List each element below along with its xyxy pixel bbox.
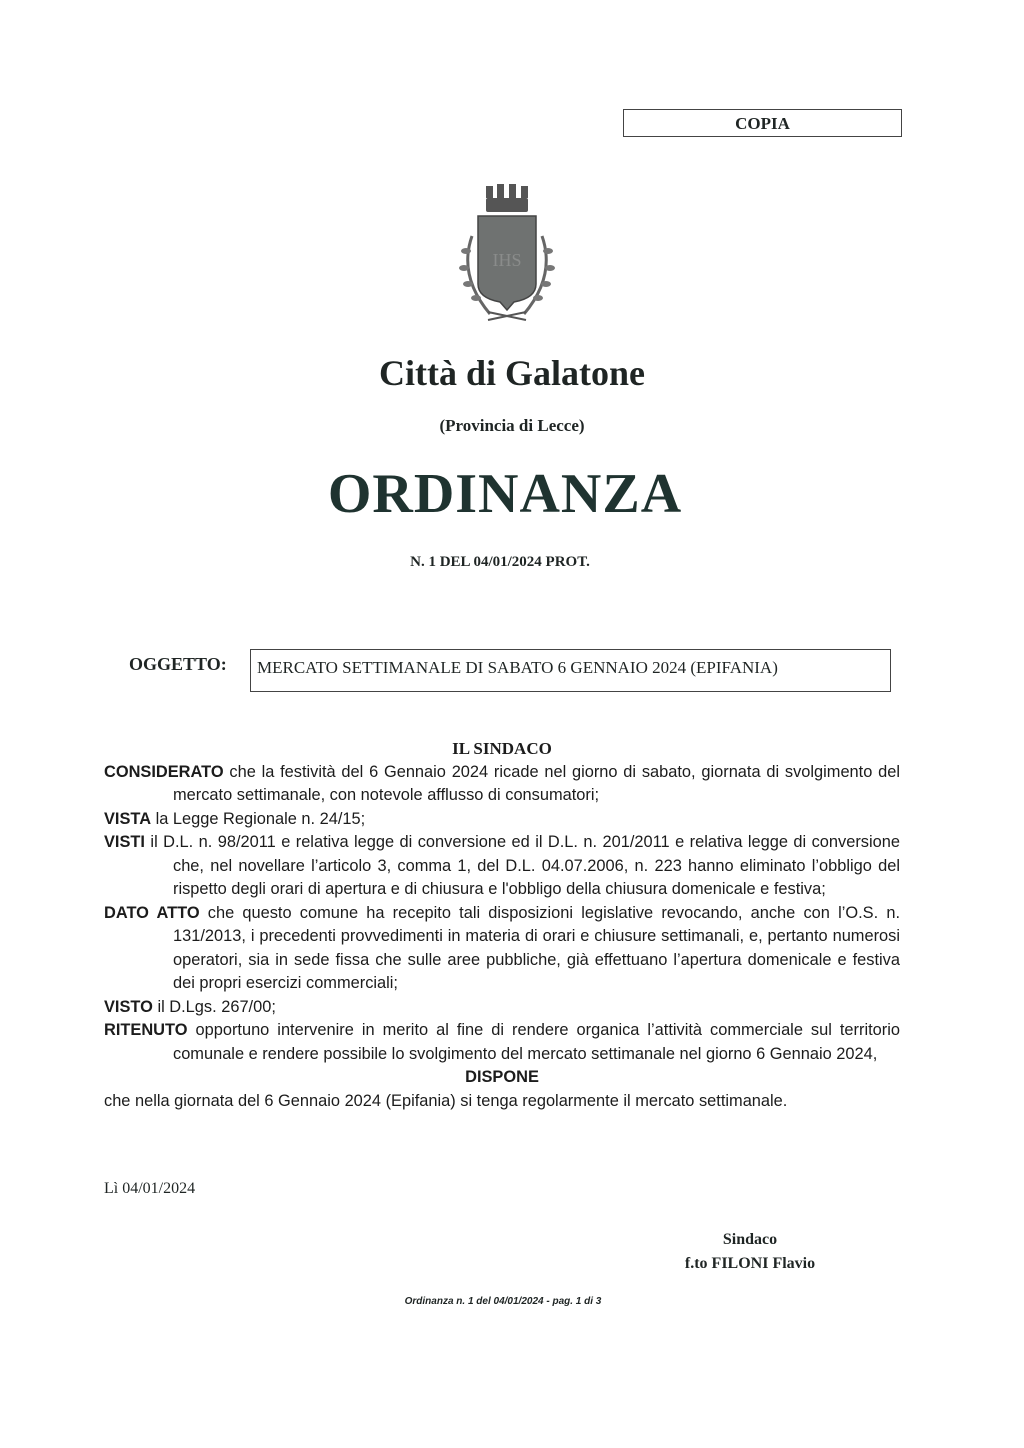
document-type-title: ORDINANZA xyxy=(327,463,683,525)
svg-text:IHS: IHS xyxy=(492,250,522,270)
signature-block xyxy=(650,1228,850,1276)
paragraph-text: che questo comune ha recepito tali disposizioni legislative revocando, anche con l’O.S. n. 131/2013, i precedenti provvedimenti in materia di orari e chiusure settimanali, e, pertanto numerosi operatori, sia in sede fissa che sulle aree pubbliche, già effettuano l’apertura domenicale e festiva dei propri esercizi commerciali; xyxy=(173,903,900,992)
page-footer: Ordinanza n. 1 del 04/01/2024 - pag. 1 di 3 xyxy=(404,1296,602,1307)
paragraph-keyword: VISTA xyxy=(104,809,152,828)
paragraph-keyword: DATO ATTO xyxy=(104,903,200,922)
subject-label: OGGETTO: xyxy=(129,654,227,674)
place-date: Lì 04/01/2024 xyxy=(104,1180,196,1197)
decision-heading: DISPONE xyxy=(465,1068,539,1086)
signature-name: f.to FILONI Flavio xyxy=(684,1255,816,1272)
paragraph-dato-atto xyxy=(104,902,900,996)
copy-stamp: COPIA xyxy=(623,109,902,137)
paragraph-vista xyxy=(104,808,900,832)
paragraph-visto xyxy=(104,996,900,1020)
paragraph-visti xyxy=(104,831,900,902)
city-title: Città di Galatone xyxy=(379,353,645,393)
paragraph-keyword: VISTI xyxy=(104,833,145,851)
authority-heading: IL SINDACO xyxy=(452,739,552,758)
paragraph-keyword: VISTO xyxy=(104,997,153,1016)
paragraph-text: il D.L. n. 98/2011 e relativa legge di conversione ed il D.L. n. 201/2011 e relativa legge di conversione che, nel novellare l’articolo 3, comma 1, del D.L. 04.07.2006, n. 223 hanno eliminato l’obbligo del rispetto degli orari di apertura e di chiusura e l'obbligo della chiusura domenicale e festiva; xyxy=(145,833,900,898)
decision-text: che nella giornata del 6 Gennaio 2024 (Epifania) si tenga regolarmente il mercato settimanale. xyxy=(104,1091,788,1110)
paragraph-keyword: RITENUTO xyxy=(104,1021,188,1039)
paragraph-text: opportuno intervenire in merito al fine di rendere organica l’attività commerciale sul territorio comunale e rendere possibile lo svolgimento del mercato settimanale nel giorno 6 Gennaio 2024, xyxy=(173,1021,900,1063)
province-subtitle: (Provincia di Lecce) xyxy=(439,416,585,435)
paragraph-ritenuto xyxy=(104,1019,900,1066)
paragraph-text: il D.Lgs. 267/00; xyxy=(152,997,276,1016)
coat-of-arms-icon xyxy=(448,176,566,326)
document-number: N. 1 DEL 04/01/2024 PROT. xyxy=(410,554,590,570)
paragraph-keyword: CONSIDERATO xyxy=(104,762,224,781)
paragraph-text: che la festività del 6 Gennaio 2024 ricade nel giorno di sabato, giornata di svolgimento del mercato settimanale, con notevole afflusso di consumatori; xyxy=(173,762,900,804)
signature-role: Sindaco xyxy=(722,1231,778,1248)
paragraph-text: la Legge Regionale n. 24/15; xyxy=(151,809,366,828)
paragraph-considerato xyxy=(104,761,900,808)
subject-value: MERCATO SETTIMANALE DI SABATO 6 GENNAIO 2024 (EPIFANIA) xyxy=(250,649,891,692)
document-body xyxy=(104,737,900,1113)
